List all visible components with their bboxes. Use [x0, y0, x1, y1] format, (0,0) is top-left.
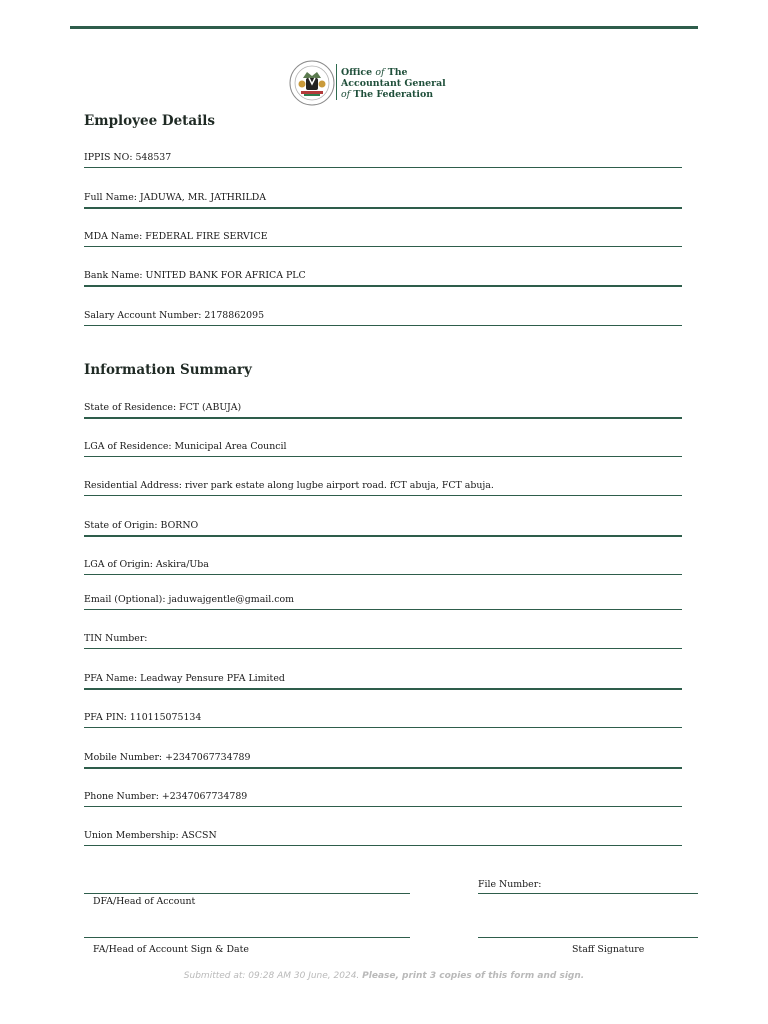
oagf-logo — [289, 60, 446, 106]
file-number-label: File Number: — [478, 879, 542, 890]
field-email: Email (Optional): jaduwajgentle@gmail.com — [84, 594, 682, 610]
field-bank-name: Bank Name: UNITED BANK FOR AFRICA PLC — [84, 270, 682, 287]
field-pfa-pin: PFA PIN: 110115075134 — [84, 712, 682, 728]
submission-footer — [0, 971, 768, 981]
field-pfa-name: PFA Name: Leadway Pensure PFA Limited — [84, 673, 682, 690]
dfa-head-label: DFA/Head of Account — [93, 896, 196, 907]
file-number-line — [478, 893, 698, 894]
field-tin-number: TIN Number: — [84, 633, 682, 649]
field-phone-number: Phone Number: +2347067734789 — [84, 791, 682, 807]
header-rule — [70, 26, 698, 29]
print-instruction: Please, print 3 copies of this form and sign. — [362, 971, 585, 981]
field-ippis-no: IPPIS NO: 548537 — [84, 152, 682, 168]
fa-head-sign-line — [84, 937, 410, 938]
field-full-name: Full Name: JADUWA, MR. JATHRILDA — [84, 192, 682, 209]
staff-signature-line — [478, 937, 698, 938]
field-state-of-origin: State of Origin: BORNO — [84, 520, 682, 537]
logo-text: Office of The Accountant General of The Federation — [341, 67, 446, 100]
information-summary-title: Information Summary — [84, 362, 252, 378]
fa-head-sign-date-label: FA/Head of Account Sign & Date — [93, 944, 249, 955]
field-residential-address: Residential Address: river park estate along lugbe airport road. fCT abuja, FCT abuja. — [84, 480, 682, 496]
field-lga-of-origin: LGA of Origin: Askira/Uba — [84, 559, 682, 575]
submitted-timestamp: Submitted at: 09:28 AM 30 June, 2024. — [183, 971, 360, 981]
dfa-head-signature-line — [84, 893, 410, 894]
staff-signature-label: Staff Signature — [572, 944, 645, 955]
employee-details-title: Employee Details — [84, 113, 216, 129]
logo-divider — [336, 64, 337, 100]
field-state-of-residence: State of Residence: FCT (ABUJA) — [84, 402, 682, 419]
field-union-membership: Union Membership: ASCSN — [84, 830, 682, 846]
field-salary-account-number: Salary Account Number: 2178862095 — [84, 310, 682, 326]
field-mobile-number: Mobile Number: +2347067734789 — [84, 752, 682, 769]
field-lga-of-residence: LGA of Residence: Municipal Area Council — [84, 441, 682, 457]
field-mda-name: MDA Name: FEDERAL FIRE SERVICE — [84, 231, 682, 247]
coat-of-arms-icon — [289, 60, 335, 106]
